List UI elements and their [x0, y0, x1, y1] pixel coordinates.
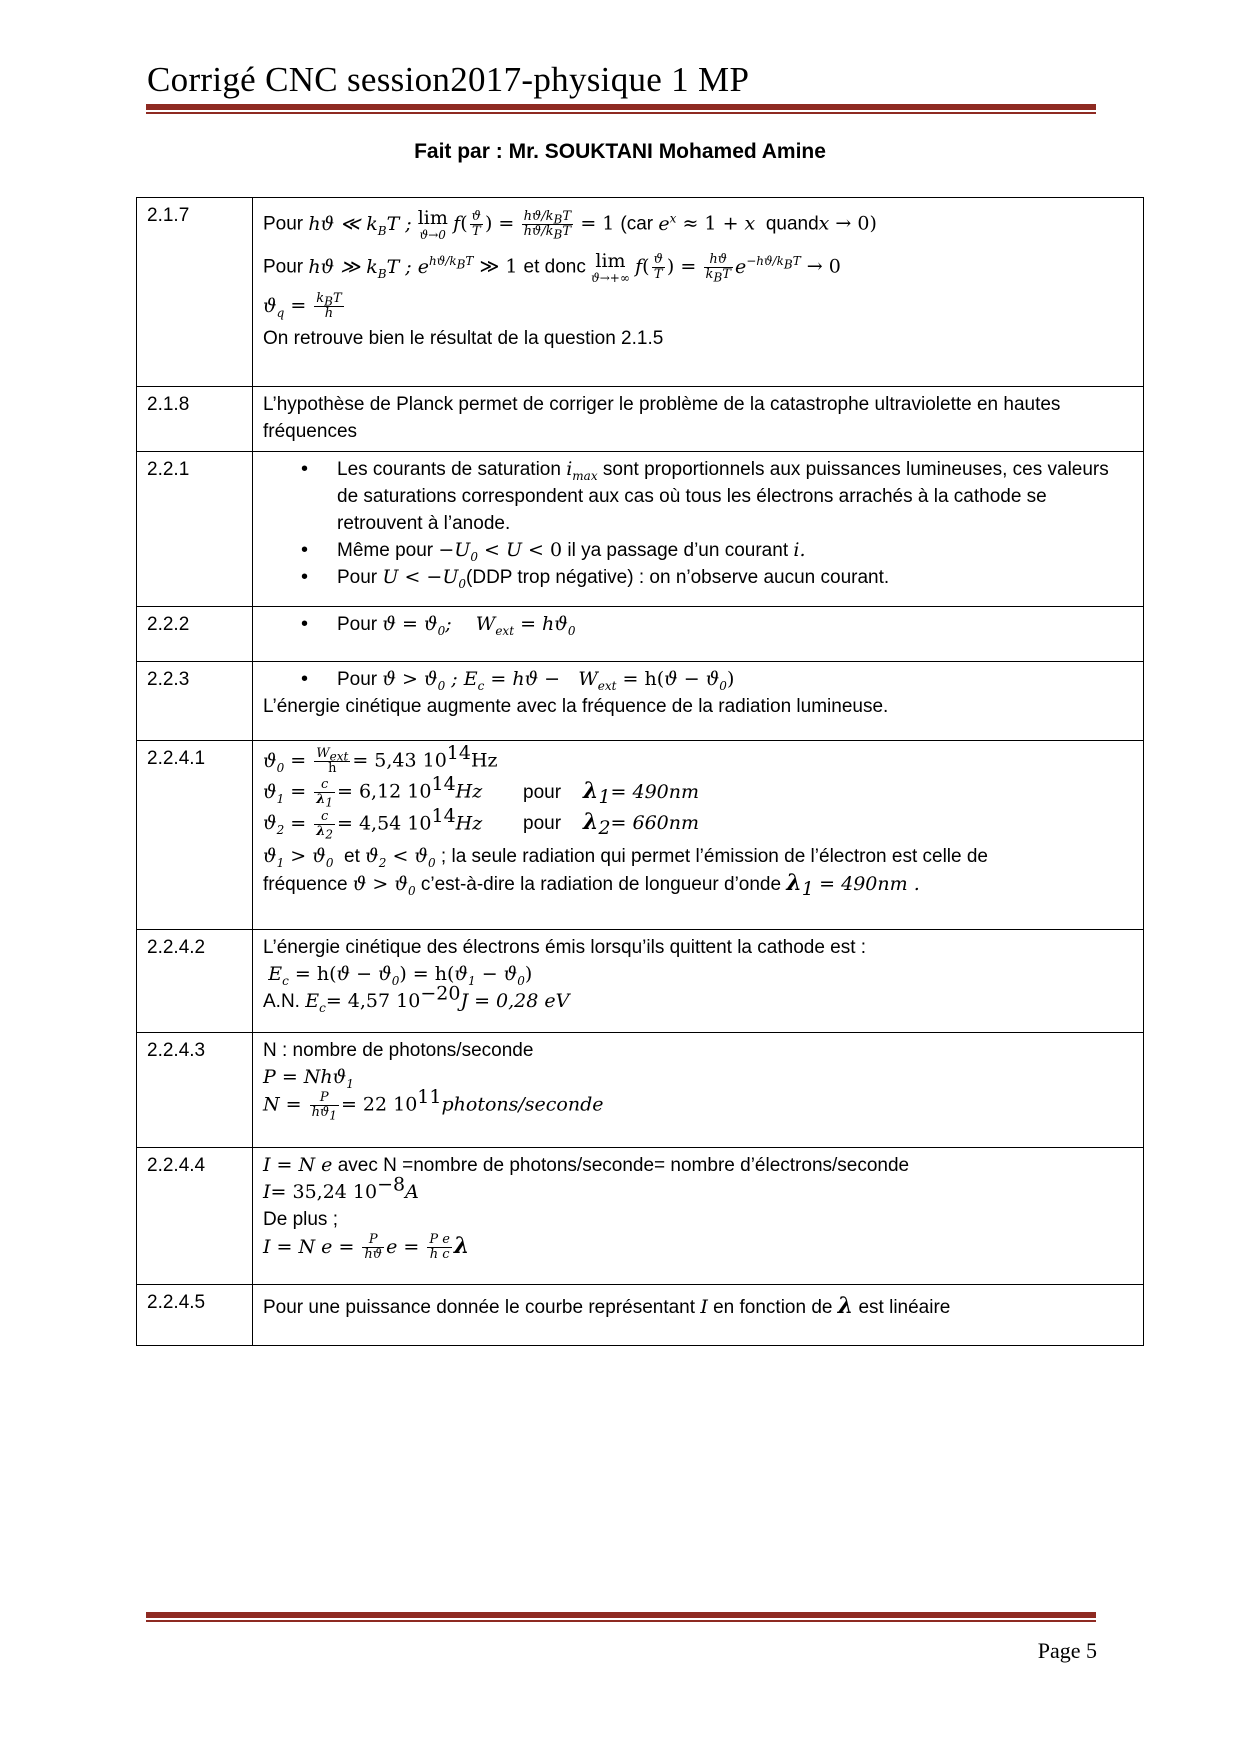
table-row — [137, 1148, 1144, 1285]
list-item: • Même pour $-U_0 < U < 0$ il ya passage d’un courant i. — [337, 537, 1133, 564]
text: quand — [765, 213, 819, 235]
answer-cell: L’énergie cinétique des électrons émis lorsqu’ils quittent la cathode est : $E_c = h(ϑ - ϑ_0) = h(ϑ_1 - ϑ_0)$ A.N. $E_c= 4,57$ $10^{-20}J = 0,28$ eV — [253, 930, 1144, 1033]
answers-table — [136, 197, 1144, 1346]
list-item: • Les courants de saturation $i_{max}$ sont proportionnels aux puissances lumineuses, ces valeurs de saturations correspondent aux cas où tous les électrons arrachés à la cathode se retrouvent à l’anode. — [337, 456, 1133, 537]
answer-cell — [253, 452, 1144, 607]
table-row — [137, 607, 1144, 662]
text: L’énergie cinétique augmente avec la fréquence de la radiation lumineuse. — [263, 696, 889, 717]
question-number: 2.2.4.2 — [137, 930, 253, 1033]
text: N : nombre de photons/seconde — [263, 1040, 534, 1061]
table-row — [137, 741, 1144, 930]
question-number: 2.2.2 — [137, 607, 253, 662]
footer-rule-thick — [146, 1612, 1096, 1618]
footer-rule-thin — [146, 1620, 1096, 1622]
answer-cell: I = N e avec N =nombre de photons/seconde= nombre d’électrons/seconde I= 35,24 $10^{-8}A$ De plus ; I = N e = $\frac{P}{hϑ}$ e = $\frac{\text{P e}}{\text{h c}}$ λ — [253, 1148, 1144, 1285]
page-header-title: Corrigé CNC session2017-physique 1 MP — [147, 60, 750, 99]
answer-cell: Pour hϑ ≪ $k_BT$ ; lim ϑ→0 f( $\frac{ϑ}{T}$ ) = $\frac{hϑ/k_BT}{hϑ/k_BT}$ = 1 (car $e^x \approx 1 + x$ quandx → 0) Pour hϑ ≫ $k_BT$ ; $e^{hϑ/k_BT}$ ≫ 1 et donc lim ϑ→+∞ f( $\frac{ϑ}{T}$ ) = $\frac{hϑ}{k_BT}$ $e^{-hϑ/k_BT} \to 0$ $ϑ_q$ = $\frac{k_BT}{h}$ On retrouve bien le résultat de la question 2.1.5 — [253, 198, 1144, 387]
question-number: 2.2.4.5 — [137, 1285, 253, 1346]
text: Pour — [263, 213, 309, 235]
question-number: 2.2.4.4 — [137, 1148, 253, 1285]
answer-cell: Pour une puissance donnée le courbe représentant I en fonction de λ est linéaire — [253, 1285, 1144, 1346]
answer-cell — [253, 607, 1144, 662]
table-row — [137, 452, 1144, 607]
text: et donc — [523, 256, 586, 278]
table-row — [137, 1033, 1144, 1148]
question-number: 2.1.8 — [137, 387, 253, 452]
list-item: • Pour $ϑ = ϑ_0$; $W_{ext} = hϑ_0$ — [337, 611, 1133, 638]
answer-cell — [253, 662, 1144, 741]
table-row — [137, 930, 1144, 1033]
question-number: 2.2.3 — [137, 662, 253, 741]
question-number: 2.1.7 — [137, 198, 253, 387]
header-rule-thick — [146, 104, 1096, 110]
table-row — [137, 198, 1144, 387]
table-row — [137, 662, 1144, 741]
answer-cell: $ϑ_0$ = $\frac{W_{ext}}{h}$ = 5,43 $10^{14}Hz$ $ϑ_1$ = $\frac{c}{\lambda_1}$ = 6,12 $10^{14}Hz$ pour $\lambda_1= 490nm$ $ϑ_2$ = $\frac{c}{\lambda_2}$ = 4,54 $10^{14}Hz$ pour $\lambda_2= 660nm$ $ϑ_1 > ϑ_0$ et $ϑ_2 < ϑ_0$ ; la seule radiation qui permet l’émission de l’électron est celle de fréquence $ϑ > ϑ_0$ c’est-à-dire la radiation de longueur d’onde $\lambda_1 = 490nm$ . — [253, 741, 1144, 930]
page-number: Page 5 — [1037, 1638, 1097, 1663]
header-rule-thin — [146, 112, 1096, 114]
answer-cell: L’hypothèse de Planck permet de corriger le problème de la catastrophe ultraviolette en hautes fréquences — [253, 387, 1144, 452]
text: (car — [620, 213, 659, 235]
text: Pour — [263, 256, 309, 278]
table-row — [137, 387, 1144, 452]
table-row — [137, 1285, 1144, 1346]
text: On retrouve bien le résultat de la question 2.1.5 — [263, 328, 664, 349]
list-item: • Pour $U < -U_0(DDP$ trop négative) : on n’observe aucun courant. — [337, 564, 1133, 591]
answer-cell: N : nombre de photons/seconde P = Nhϑ$_1$ N = $\frac{P}{hϑ_1}$ = 22 $10^{11}photons$/seconde — [253, 1033, 1144, 1148]
question-number: 2.2.4.3 — [137, 1033, 253, 1148]
list-item: • Pour $ϑ > ϑ_0$ ; $E_c = hϑ - W_{ext} = h(ϑ - ϑ_0)$ — [337, 666, 1133, 693]
question-number: 2.2.4.1 — [137, 741, 253, 930]
question-number: 2.2.1 — [137, 452, 253, 607]
text: L’énergie cinétique des électrons émis lorsqu’ils quittent la cathode est : — [263, 937, 867, 958]
author-line: Fait par : Mr. SOUKTANI Mohamed Amine — [414, 140, 826, 163]
